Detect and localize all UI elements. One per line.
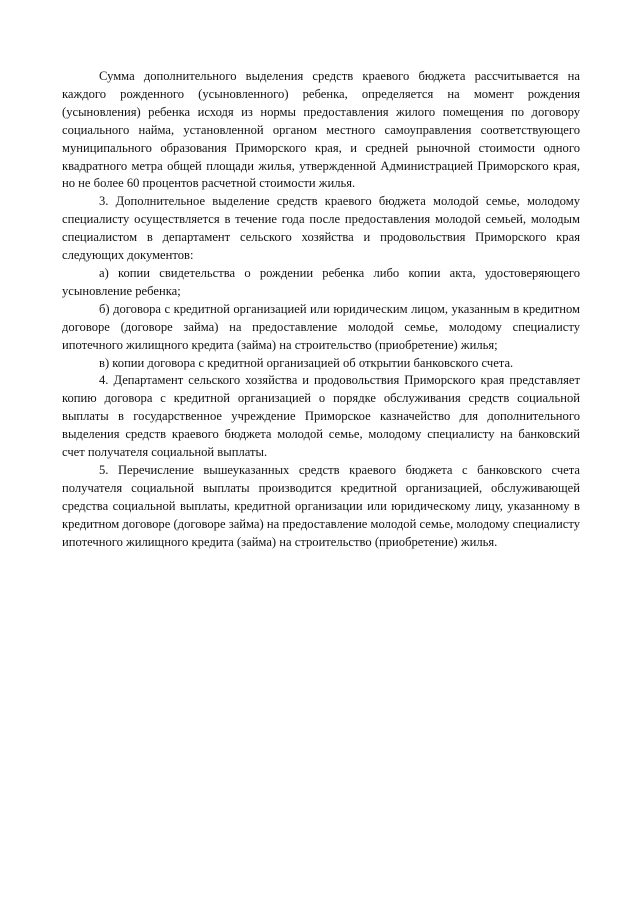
document-body [62, 68, 580, 551]
paragraph-amount-calculation: Сумма дополнительного выделения средств краевого бюджета рассчитывается на каждого рожденного (усыновленного) ребенка, определяется на момент рождения (усыновления) ребенка исходя из нормы предоставления жилого помещения по договору социального найма, установленной органом местного самоуправления соответствующего муниципального образования Приморского края, и средней рыночной стоимости одного квадратного метра общей площади жилья, утвержденной Администрацией Приморского края, но не более 60 процентов расчетной стоимости жилья. [62, 69, 580, 191]
paragraph-item-3a: а) копии свидетельства о рождении ребенка либо копии акта, удостоверяющего усыновление ребенка; [62, 265, 580, 298]
paragraph-item-3v: в) копии договора с кредитной организацией об открытии банковского счета. [99, 355, 514, 370]
paragraph-item-5: 5. Перечисление вышеуказанных средств краевого бюджета с банковского счета получателя социальной выплаты производится кредитной организацией, обслуживающей средства социальной выплаты, кредитной организации или юридическому лицу, указанному в кредитном договоре (договоре займа) на предоставление молодой семье, молодому специалисту ипотечного жилищного кредита (займа) на строительство (приобретение) жилья. [62, 462, 580, 549]
paragraph-item-3b: б) договора с кредитной организацией или юридическим лицом, указанным в кредитном договоре (договоре займа) на предоставление молодой семье, молодому специалисту ипотечного жилищного кредита (займа) на строительство (приобретение) жилья; [62, 301, 580, 352]
paragraph-item-4: 4. Департамент сельского хозяйства и продовольствия Приморского края представляет копию договора с кредитной организацией о порядке обслуживания средств социальной выплаты в государственное учреждение Приморское казначейство для дополнительного выделения средств краевого бюджета молодой семье, молодому специалисту на банковский счет получателя социальной выплаты. [62, 373, 580, 460]
paragraph-item-3: 3. Дополнительное выделение средств краевого бюджета молодой семье, молодому специалисту осуществляется в течение года после предоставления молодой семьей, молодым специалистом в департамент сельского хозяйства и продовольствия Приморского края следующих документов: [62, 194, 580, 263]
